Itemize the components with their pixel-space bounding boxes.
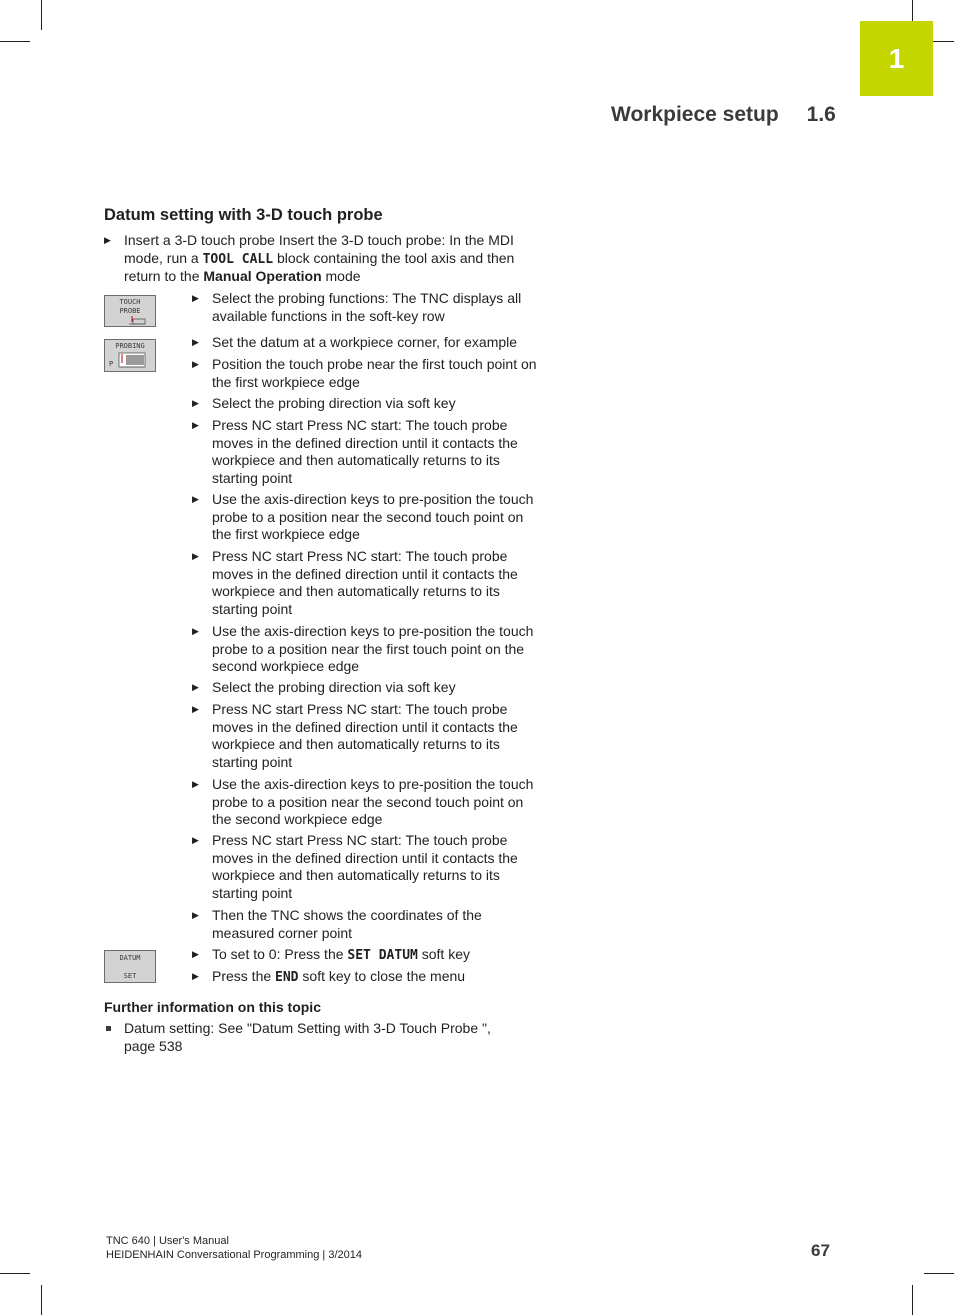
svg-text:P: P [109,360,114,368]
triangle-bullet-icon: ▶ [192,420,199,430]
triangle-bullet-icon: ▶ [192,910,199,920]
list-item [104,1020,524,1055]
crop-mark [41,1285,42,1315]
list-item: ▶ Set the datum at a workpiece corner, for example [192,334,518,350]
section-header [611,103,836,127]
list-item: ▶ Select the probing functions: The TNC displays all available functions in the soft-key row [192,290,522,324]
further-info-heading: Further information on this topic [104,999,321,1015]
crop-mark [0,41,30,42]
triangle-bullet-icon: ▶ [192,626,199,636]
triangle-bullet-icon: ▶ [192,494,199,504]
crop-mark [912,1285,913,1315]
list-item: ▶ Select the probing direction via soft key [192,395,456,411]
page-footer: TNC 640 | User's Manual HEIDENHAIN Conversational Programming | 3/2014 [106,1235,362,1261]
datum-set-softkey-icon: DATUM SET [104,950,156,983]
probing-corner-icon [105,351,155,371]
square-bullet-icon [106,1026,111,1031]
triangle-bullet-icon: ▶ [192,551,199,561]
triangle-bullet-icon: ▶ [192,359,199,369]
probing-softkey-icon: PROBING P [104,339,156,372]
page-number: 67 [811,1241,830,1260]
triangle-bullet-icon: ▶ [192,293,199,303]
touch-probe-softkey-icon: TOUCH PROBE [104,295,156,327]
page-title: Datum setting with 3-D touch probe [104,206,383,224]
list-item: ▶ Press NC start Press NC start: The touch probe moves in the defined direction until it contacts the workpiece and then automatically returns to its starting point [192,701,518,771]
softkey-name: END [275,970,299,985]
triangle-bullet-icon: ▶ [192,949,199,959]
list-item: ▶ Position the touch probe near the first touch point on the first workpiece edge [192,356,537,390]
triangle-bullet-icon: ▶ [192,398,199,408]
list-item: ▶ Press NC start Press NC start: The touch probe moves in the defined direction until it contacts the workpiece and then automatically returns to its starting point [192,832,518,902]
crop-mark [924,1273,954,1274]
list-item: ▶ Select the probing direction via soft key [192,679,456,695]
list-item: ▶ Use the axis-direction keys to pre-position the touch probe to a position near the second touch point on the second workpiece edge [192,776,534,828]
triangle-bullet-icon: ▶ [192,337,199,347]
softkey-name: SET DATUM [347,948,418,963]
triangle-bullet-icon: ▶ [192,835,199,845]
list-item: ▶ Press the END soft key to close the menu [192,968,466,985]
section-number: 1.6 [806,103,836,126]
triangle-bullet-icon: ▶ [192,682,199,692]
crop-mark [41,0,42,30]
list-item: ▶ Then the TNC shows the coordinates of the measured corner point [192,907,482,941]
chapter-tab: 1 [860,21,933,96]
list-item: ▶ Use the axis-direction keys to pre-position the touch probe to a position near the first touch point on the second workpiece edge [192,623,534,675]
list-item: ▶ Press NC start Press NC start: The touch probe moves in the defined direction until it contacts the workpiece and then automatically returns to its starting point [192,417,518,487]
crop-mark [0,1273,30,1274]
list-item: ▶ Use the axis-direction keys to pre-position the touch probe to a position near the second touch point on the first workpiece edge [192,491,534,543]
section-title: Workpiece setup [611,103,779,126]
list-item: ▶ Insert a 3-D touch probe Insert the 3-D touch probe: In the MDI mode, run a TOOL CALL block containing the tool axis and then return to the Manual Operation mode [104,232,515,285]
triangle-bullet-icon: ▶ [104,235,111,245]
triangle-bullet-icon: ▶ [192,779,199,789]
list-item: ▶ Press NC start Press NC start: The touch probe moves in the defined direction until it contacts the workpiece and then automatically returns to its starting point [192,548,518,618]
mode-name: Manual Operation [203,268,322,285]
list-item: ▶ To set to 0: Press the SET DATUM soft key [192,946,470,963]
triangle-bullet-icon: ▶ [192,704,199,714]
probe-icon [110,316,150,325]
code-term: TOOL CALL [202,251,274,267]
cross-reference-link[interactable]: Datum setting: See "Datum Setting with 3-D Touch Probe ", page 538 [124,1020,491,1054]
triangle-bullet-icon: ▶ [192,971,199,981]
